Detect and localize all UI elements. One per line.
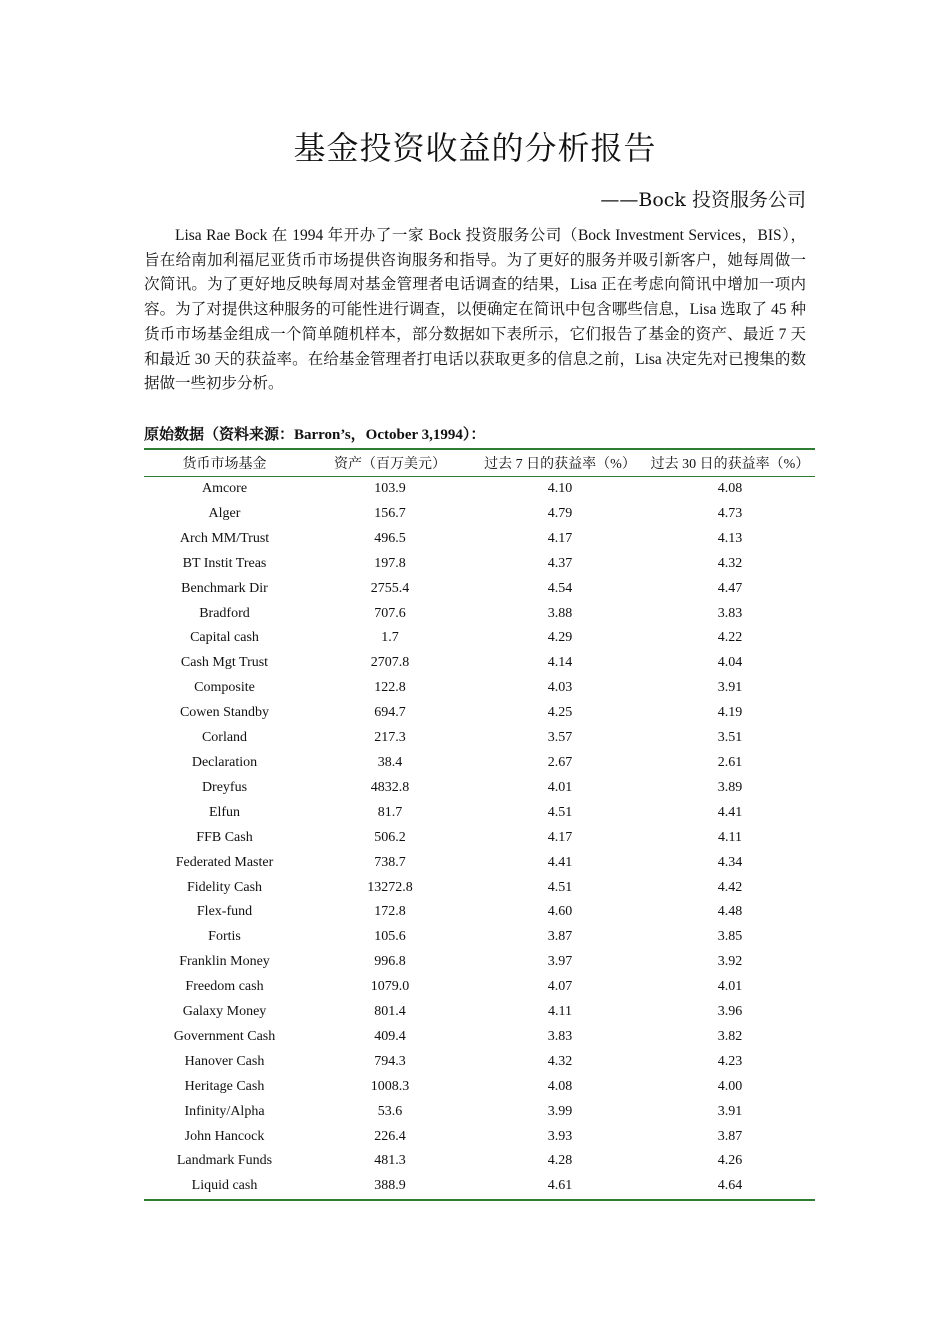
yield-30d-cell: 4.73 [717,505,743,521]
table-row [144,527,815,552]
assets-cell: 738.7 [374,854,406,870]
table-row [144,801,815,826]
table-caption: 原始数据（资料来源：Barron’s，October 3,1994）： [144,427,486,443]
fund-name-cell: Hanover Cash [184,1053,265,1069]
fund-name-cell: Elfun [208,804,241,820]
yield-30d-cell: 4.11 [718,829,742,845]
yield-7d-cell: 4.37 [547,555,573,571]
yield-7d-cell: 3.83 [547,1028,573,1044]
table-row [144,726,815,751]
yield-30d-cell: 4.23 [717,1053,743,1069]
yield-7d-cell: 4.79 [547,505,573,521]
yield-30d-cell: 4.41 [717,804,743,820]
table-row [144,701,815,726]
assets-cell: 156.7 [374,505,406,521]
table-row [144,1174,815,1200]
fund-name-cell: Composite [194,680,255,696]
fund-data-table [144,448,815,1201]
assets-cell: 217.3 [374,730,406,746]
table-row [144,751,815,776]
yield-30d-cell: 3.96 [717,1004,743,1020]
yield-30d-cell: 3.89 [717,779,743,795]
yield-30d-cell: 4.32 [717,555,743,571]
fund-name-cell: Capital cash [190,630,259,646]
table-row [144,1149,815,1174]
yield-7d-cell: 3.87 [547,929,573,945]
table-row [144,851,815,876]
table-row [144,1000,815,1025]
yield-7d-cell: 4.17 [547,530,573,546]
fund-name-cell: Government Cash [173,1028,276,1044]
yield-30d-cell: 4.19 [717,705,743,721]
assets-cell: 801.4 [374,1004,406,1020]
fund-name-cell: Franklin Money [179,954,270,970]
table-row [144,651,815,676]
fund-name-cell: Corland [201,730,248,746]
table-row [144,502,815,527]
assets-cell: 197.8 [374,555,406,571]
yield-7d-cell: 3.88 [547,605,573,621]
assets-cell: 694.7 [374,705,406,721]
fund-name-cell: Landmark Funds [176,1153,273,1169]
assets-cell: 794.3 [374,1053,406,1069]
header-yield-7d: 过去 7 日的获益率（%） [484,457,636,472]
fund-name-cell: Flex-fund [196,904,253,920]
fund-name-cell: Amcore [201,481,248,496]
header-yield-30d: 过去 30 日的获益率（%） [650,457,810,472]
assets-cell: 409.4 [374,1028,406,1044]
page-title: 基金投资收益的分析报告 [293,129,657,167]
yield-30d-cell: 3.92 [717,954,743,970]
fund-name-cell: BT Instit Treas [182,555,267,571]
table-row [144,602,815,627]
yield-7d-cell: 4.07 [547,979,573,995]
assets-cell: 53.6 [377,1103,403,1119]
assets-cell: 481.3 [374,1153,406,1169]
yield-7d-cell: 3.57 [547,730,573,746]
fund-name-cell: Bradford [199,605,250,621]
yield-30d-cell: 4.08 [717,481,743,496]
fund-name-cell: Alger [208,505,241,521]
assets-cell: 103.9 [374,481,406,496]
yield-7d-cell: 4.14 [547,655,573,671]
table-row [144,925,815,950]
yield-7d-cell: 4.08 [547,1078,573,1094]
fund-name-cell: Dreyfus [201,779,248,795]
table-body [144,477,815,1201]
table-row [144,1050,815,1075]
yield-30d-cell: 4.48 [717,904,743,920]
assets-cell: 1.7 [381,630,399,646]
assets-cell: 2755.4 [370,580,410,596]
page-subtitle: ——Bock 投资服务公司 [600,189,806,211]
yield-7d-cell: 2.67 [547,754,573,770]
fund-name-cell: Freedom cash [185,979,264,995]
fund-name-cell: Fortis [208,929,241,945]
assets-cell: 13272.8 [367,879,413,895]
table-row [144,1125,815,1150]
table-row [144,1075,815,1100]
assets-cell: 226.4 [374,1128,406,1144]
yield-7d-cell: 4.41 [547,854,573,870]
table-row [144,776,815,801]
yield-30d-cell: 4.22 [717,630,743,646]
table-row [144,876,815,901]
assets-cell: 122.8 [374,680,406,696]
yield-30d-cell: 4.64 [717,1178,743,1194]
fund-name-cell: John Hancock [184,1128,265,1144]
yield-7d-cell: 4.32 [547,1053,573,1069]
fund-name-cell: FFB Cash [196,829,253,845]
table-row [144,626,815,651]
fund-name-cell: Cowen Standby [179,705,270,721]
assets-cell: 2707.8 [370,655,410,671]
assets-cell: 1008.3 [370,1078,410,1094]
table-row [144,826,815,851]
assets-cell: 81.7 [377,804,403,820]
header-assets: 资产（百万美元） [334,457,446,472]
yield-30d-cell: 4.04 [717,655,743,671]
table-row [144,1100,815,1125]
yield-30d-cell: 3.87 [717,1128,743,1144]
fund-name-cell: Arch MM/Trust [179,530,270,546]
yield-30d-cell: 4.34 [717,854,743,870]
yield-7d-cell: 4.51 [547,879,573,895]
intro-paragraph: Lisa Rae Bock 在 1994 年开办了一家 Bock 投资服务公司（Bock Investment Services，BIS），旨在给南加利福尼亚货币市场提供咨询服务和指导。为了更好的服务并吸引新客户，她每周做一次简讯。为了更好地反映每周对基金管理者电话调查的结果，Lisa 正在考虑向简讯中增加一项内容。为了对提供这种服务的可能性进行调查，以便确定在简讯中包含哪些信息，Lisa 选取了 45 种货币市场基金组成一个简单随机样本，部分数据如下表所示，它们报告了基金的资产、最近 7 天和最近 30 天的获益率。在给基金管理者打电话以获取更多的信息之前，Lisa 决定先对已搜集的数据做一些初步分析。 [144,227,806,393]
assets-cell: 38.4 [377,754,403,770]
table-row [144,552,815,577]
fund-name-cell: Fidelity Cash [186,879,263,895]
table-row [144,900,815,925]
yield-30d-cell: 4.26 [717,1153,743,1169]
yield-7d-cell: 4.51 [547,804,573,820]
yield-30d-cell: 4.47 [717,580,743,596]
yield-7d-cell: 4.60 [547,904,573,920]
fund-name-cell: Liquid cash [191,1178,258,1194]
table-header-row [144,449,815,477]
yield-30d-cell: 3.91 [717,1103,743,1119]
yield-7d-cell: 4.28 [547,1153,573,1169]
assets-cell: 996.8 [374,954,406,970]
yield-30d-cell: 4.13 [717,530,743,546]
yield-30d-cell: 4.42 [717,879,743,895]
assets-cell: 172.8 [374,904,406,920]
yield-7d-cell: 3.99 [547,1103,573,1119]
assets-cell: 4832.8 [370,779,410,795]
yield-7d-cell: 4.25 [547,705,573,721]
yield-30d-cell: 4.01 [717,979,743,995]
fund-name-cell: Federated Master [175,854,274,870]
table-row [144,577,815,602]
table-row [144,477,815,502]
fund-name-cell: Galaxy Money [182,1004,267,1020]
yield-30d-cell: 3.91 [717,680,743,696]
yield-7d-cell: 4.11 [548,1004,572,1020]
assets-cell: 105.6 [374,929,406,945]
assets-cell: 496.5 [374,530,406,546]
yield-30d-cell: 3.51 [717,730,743,746]
yield-7d-cell: 4.54 [547,580,573,596]
fund-name-cell: Benchmark Dir [181,580,268,596]
fund-name-cell: Heritage Cash [184,1078,265,1094]
table-row [144,950,815,975]
fund-name-cell: Infinity/Alpha [184,1103,265,1119]
table-row [144,676,815,701]
table-row [144,1025,815,1050]
yield-30d-cell: 3.85 [717,929,743,945]
assets-cell: 707.6 [374,605,406,621]
yield-7d-cell: 4.17 [547,829,573,845]
yield-30d-cell: 3.82 [717,1028,743,1044]
assets-cell: 1079.0 [370,979,410,995]
fund-name-cell: Cash Mgt Trust [180,655,269,671]
yield-7d-cell: 4.03 [547,680,573,696]
yield-7d-cell: 3.93 [547,1128,573,1144]
yield-7d-cell: 4.29 [547,630,573,646]
yield-7d-cell: 4.61 [547,1178,573,1194]
yield-7d-cell: 3.97 [547,954,573,970]
yield-30d-cell: 4.00 [717,1078,743,1094]
fund-name-cell: Declaration [191,754,258,770]
assets-cell: 506.2 [374,829,406,845]
yield-30d-cell: 2.61 [717,754,743,770]
yield-30d-cell: 3.83 [717,605,743,621]
assets-cell: 388.9 [374,1178,406,1194]
yield-7d-cell: 4.10 [547,481,573,496]
table-row [144,975,815,1000]
yield-7d-cell: 4.01 [547,779,573,795]
header-fund: 货币市场基金 [182,457,267,472]
